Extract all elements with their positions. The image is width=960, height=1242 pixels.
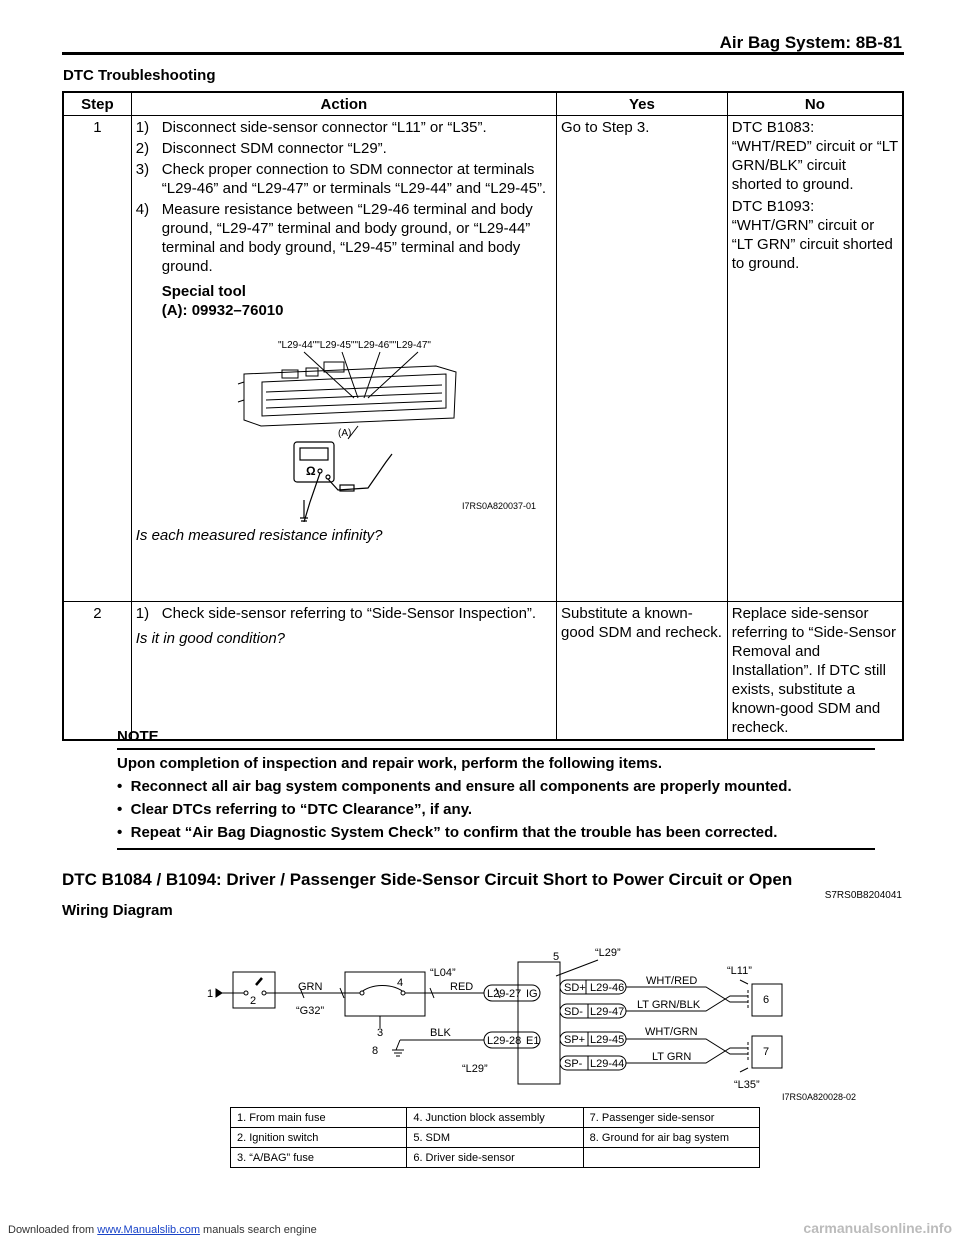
terminal-l29-28: L29-28 xyxy=(487,1035,522,1047)
footer-suffix: manuals search engine xyxy=(199,1224,317,1236)
note-title: NOTE xyxy=(117,728,159,745)
terminal-labels: "L29-44""L29-45""L29-46""L29-47" xyxy=(277,340,431,351)
connector-l11: “L11” xyxy=(727,965,752,977)
label-5: 5 xyxy=(553,951,560,963)
bullet: • xyxy=(117,801,123,818)
action-text: Check side-sensor referring to “Side-Sensor Inspection”. xyxy=(161,605,537,622)
legend-cell: 8. Ground for air bag system xyxy=(583,1128,759,1148)
diagram-legend-table xyxy=(230,1107,760,1168)
bullet: • xyxy=(117,778,123,795)
question-text: Is each measured resistance infinity? xyxy=(135,527,383,544)
terminal-l29-46: L29-46 xyxy=(590,982,625,994)
action-num: 1) xyxy=(135,605,150,622)
label-7: 7 xyxy=(763,1046,770,1058)
table-header-row xyxy=(63,92,903,116)
legend-row xyxy=(231,1128,760,1148)
note-rule-top xyxy=(117,748,875,750)
action-cell xyxy=(131,116,556,602)
legend-cell: 4. Junction block assembly xyxy=(407,1108,583,1128)
yes-cell: Go to Step 3. xyxy=(557,116,728,602)
action-text: Disconnect side-sensor connector “L11” or “L35”. xyxy=(161,119,487,136)
legend-cell: 3. “A/BAG” fuse xyxy=(231,1148,407,1168)
terminal-l29-27: L29-27 xyxy=(487,988,522,1000)
action-item xyxy=(136,118,552,137)
header-rule xyxy=(62,52,904,55)
connector-l35: “L35” xyxy=(734,1079,760,1091)
footer-download-note xyxy=(8,1224,317,1236)
terminal-l29-45: L29-45 xyxy=(590,1034,625,1046)
wire-wht-grn: WHT/GRN xyxy=(645,1026,698,1038)
special-tool-value: (A): 09932–76010 xyxy=(161,302,284,319)
wire-grn: GRN xyxy=(298,981,323,993)
terminal-e1: E1 xyxy=(526,1035,540,1047)
label-3: 3 xyxy=(377,1027,384,1039)
terminal-ig: IG xyxy=(526,988,538,1000)
action-num: 3) xyxy=(135,161,150,178)
no-cell xyxy=(727,116,903,602)
wiring-diagram xyxy=(0,940,960,1105)
tool-label-a: (A) xyxy=(337,428,352,439)
action-num: 1) xyxy=(135,119,150,136)
junction-block-box xyxy=(345,972,425,1016)
note-item-text: Reconnect all air bag system components and ensure all components are properly mounted. xyxy=(130,778,792,795)
no-text: DTC B1083: “WHT/RED” circuit or “LT GRN/BLK” circuit shorted to ground. xyxy=(731,119,898,193)
wire-wht-red: WHT/RED xyxy=(646,975,698,987)
label-4: 4 xyxy=(397,977,404,989)
probe-lines xyxy=(304,352,418,398)
label-2: 2 xyxy=(250,995,257,1007)
sdm-connector-drawing xyxy=(238,362,456,426)
action-num: 4) xyxy=(135,201,150,218)
diagram-code: I7RS0A820028-02 xyxy=(782,1092,857,1102)
action-text: Check proper connection to SDM connector at terminals “L29-46” and “L29-47” or terminals “L29-44” and “L29-45”. xyxy=(161,161,547,197)
section-title: DTC Troubleshooting xyxy=(63,67,216,84)
legend-cell xyxy=(583,1148,759,1168)
bullet: • xyxy=(117,824,123,841)
legend-row xyxy=(231,1148,760,1168)
multimeter-icon xyxy=(294,442,392,522)
note-rule-bottom xyxy=(117,848,875,850)
wire-lt-grn-blk: LT GRN/BLK xyxy=(637,999,701,1011)
legend-cell: 7. Passenger side-sensor xyxy=(583,1108,759,1128)
connector-g32: “G32” xyxy=(296,1005,325,1017)
action-item xyxy=(136,139,552,158)
footer-watermark: carmanualsonline.info xyxy=(803,1220,952,1236)
note-item-text: Repeat “Air Bag Diagnostic System Check” to confirm that the trouble has been corrected. xyxy=(130,824,778,841)
wire-lt-grn: LT GRN xyxy=(652,1051,692,1063)
page-header-title: Air Bag System: 8B-81 xyxy=(719,33,902,52)
dtc-troubleshooting-table xyxy=(62,91,904,741)
svg-text:Ω: Ω xyxy=(305,464,316,478)
footer-link[interactable]: www.Manualslib.com xyxy=(97,1224,200,1236)
terminal-l29-47: L29-47 xyxy=(590,1006,625,1018)
wire-blk: BLK xyxy=(430,1027,451,1039)
label-1: 1 xyxy=(207,988,214,1000)
no-text: DTC B1093: “WHT/GRN” circuit or “LT GRN” circuit shorted to ground. xyxy=(731,198,893,272)
action-num: 2) xyxy=(135,140,150,157)
legend-cell: 1. From main fuse xyxy=(231,1108,407,1128)
col-header-step: Step xyxy=(63,92,131,116)
connector-l04: “L04” xyxy=(430,967,456,979)
note-item xyxy=(117,778,792,795)
col-header-no: No xyxy=(727,92,903,116)
sdm-box xyxy=(518,962,560,1084)
wiring-diagram-title: Wiring Diagram xyxy=(62,902,173,919)
legend-cell: 6. Driver side-sensor xyxy=(407,1148,583,1168)
action-text: Disconnect SDM connector “L29”. xyxy=(161,140,387,157)
note-item xyxy=(117,824,777,841)
action-item xyxy=(136,160,552,198)
col-header-yes: Yes xyxy=(557,92,728,116)
connector-l29-bottom: “L29” xyxy=(462,1063,488,1075)
col-header-action: Action xyxy=(131,92,556,116)
legend-cell: 5. SDM xyxy=(407,1128,583,1148)
figure-code: I7RS0A820037-01 xyxy=(461,501,536,511)
action-cell xyxy=(131,602,556,741)
note-intro: Upon completion of inspection and repair work, perform the following items. xyxy=(117,755,663,772)
yes-cell: Substitute a known-good SDM and recheck. xyxy=(557,602,728,741)
wire-red: RED xyxy=(450,981,474,993)
connector-l29-top: “L29” xyxy=(595,947,621,959)
terminal-sp-plus: SP+ xyxy=(564,1034,586,1046)
step-number: 2 xyxy=(63,602,131,741)
note-item xyxy=(117,801,472,818)
dtc-heading: DTC B1084 / B1094: Driver / Passenger Side-Sensor Circuit Short to Power Circuit or Open xyxy=(62,870,793,889)
special-tool-label: Special tool xyxy=(161,283,246,300)
terminal-l29-44: L29-44 xyxy=(590,1058,625,1070)
step-number: 1 xyxy=(63,116,131,602)
no-cell: Replace side-sensor referring to “Side-Sensor Removal and Installation”. If DTC still exists, substitute a known-good SDM and recheck. xyxy=(727,602,903,741)
table-row xyxy=(63,116,903,602)
dtc-code: S7RS0B8204041 xyxy=(824,890,902,901)
note-item-text: Clear DTCs referring to “DTC Clearance”, if any. xyxy=(130,801,473,818)
table-row xyxy=(63,602,903,741)
legend-row xyxy=(231,1108,760,1128)
action-item xyxy=(136,200,552,276)
terminal-sd-plus: SD+ xyxy=(564,982,586,994)
terminal-sp-minus: SP- xyxy=(564,1058,583,1070)
question-text: Is it in good condition? xyxy=(135,630,286,647)
legend-cell: 2. Ignition switch xyxy=(231,1128,407,1148)
label-8: 8 xyxy=(372,1045,379,1057)
action-text: Measure resistance between “L29-46 terminal and body ground, “L29-47” terminal and body ground, or “L29-44” terminal and body ground, “L29-45” terminal and body ground. xyxy=(161,201,533,275)
footer-prefix: Downloaded from xyxy=(8,1224,98,1236)
label-6: 6 xyxy=(763,994,770,1006)
multimeter-figure xyxy=(136,322,536,522)
action-item xyxy=(136,604,552,623)
terminal-sd-minus: SD- xyxy=(564,1006,583,1018)
